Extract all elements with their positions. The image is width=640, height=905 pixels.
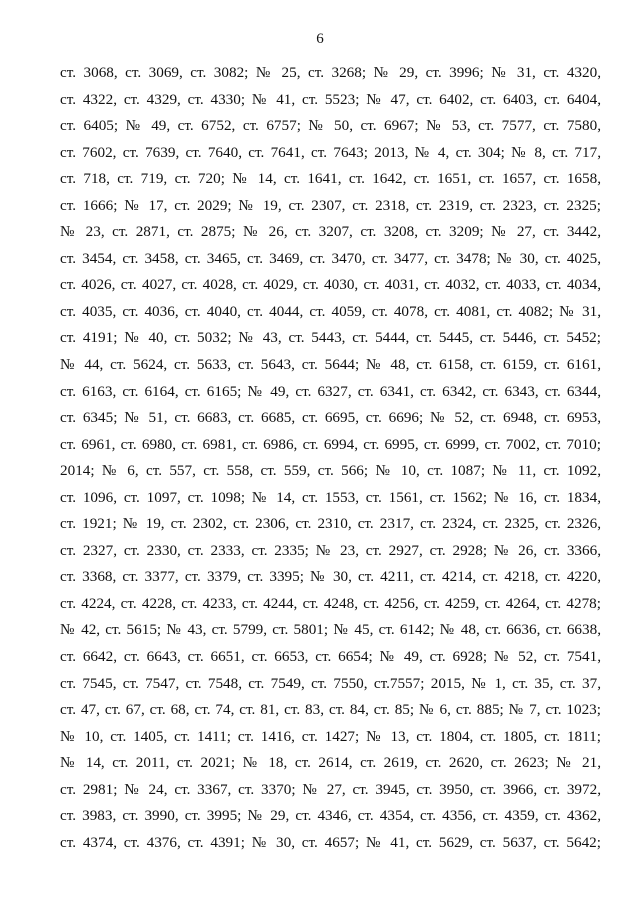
text-line: № 23, ст. 2871, ст. 2875; № 26, ст. 3207, ст. 3208, ст. 3209; № 27, ст. 3442, [60,223,601,241]
document-body [60,60,601,856]
text-line: ст. 7545, ст. 7547, ст. 7548, ст. 7549, ст. 7550, ст.7557; 2015, № 1, ст. 35, ст. 37, [60,674,601,692]
text-line: ст. 1921; № 19, ст. 2302, ст. 2306, ст. 2310, ст. 2317, ст. 2324, ст. 2325, ст. 2326, [60,515,601,533]
text-line: ст. 3454, ст. 3458, ст. 3465, ст. 3469, ст. 3470, ст. 3477, ст. 3478; № 30, ст. 4025, [60,249,601,267]
page-number: 6 [316,31,324,47]
text-line: ст. 718, ст. 719, ст. 720; № 14, ст. 1641, ст. 1642, ст. 1651, ст. 1657, ст. 1658, [60,170,601,188]
text-line: № 42, ст. 5615; № 43, ст. 5799, ст. 5801; № 45, ст. 6142; № 48, ст. 6636, ст. 6638, [60,621,601,639]
text-line: ст. 3068, ст. 3069, ст. 3082; № 25, ст. 3268; № 29, ст. 3996; № 31, ст. 4320, [60,64,601,81]
text-line: ст. 3368, ст. 3377, ст. 3379, ст. 3395; № 30, ст. 4211, ст. 4214, ст. 4218, ст. 4220, [60,568,601,586]
text-line: ст. 3983, ст. 3990, ст. 3995; № 29, ст. 4346, ст. 4354, ст. 4356, ст. 4359, ст. 4362, [60,807,601,825]
text-line: ст. 47, ст. 67, ст. 68, ст. 74, ст. 81, ст. 83, ст. 84, ст. 85; № 6, ст. 885; № 7, ст. 1023; [60,701,601,719]
text-line: № 44, ст. 5624, ст. 5633, ст. 5643, ст. 5644; № 48, ст. 6158, ст. 6159, ст. 6161, [60,356,601,374]
text-line: № 10, ст. 1405, ст. 1411; ст. 1416, ст. 1427; № 13, ст. 1804, ст. 1805, ст. 1811; [60,727,601,745]
text-line: ст. 1096, ст. 1097, ст. 1098; № 14, ст. 1553, ст. 1561, ст. 1562; № 16, ст. 1834, [60,488,601,506]
text-line: № 14, ст. 2011, ст. 2021; № 18, ст. 2614, ст. 2619, ст. 2620, ст. 2623; № 21, [60,754,601,772]
text-line: ст. 6405; № 49, ст. 6752, ст. 6757; № 50, ст. 6967; № 53, ст. 7577, ст. 7580, [60,117,601,135]
text-line: ст. 7602, ст. 7639, ст. 7640, ст. 7641, ст. 7643; 2013, № 4, ст. 304; № 8, ст. 717, [60,143,601,161]
text-line: ст. 2327, ст. 2330, ст. 2333, ст. 2335; № 23, ст. 2927, ст. 2928; № 26, ст. 3366, [60,541,601,559]
text-line: 2014; № 6, ст. 557, ст. 558, ст. 559, ст. 566; № 10, ст. 1087; № 11, ст. 1092, [60,462,601,480]
text-line: ст. 6163, ст. 6164, ст. 6165; № 49, ст. 6327, ст. 6341, ст. 6342, ст. 6343, ст. 6344, [60,382,601,400]
text-line: ст. 6961, ст. 6980, ст. 6981, ст. 6986, ст. 6994, ст. 6995, ст. 6999, ст. 7002, ст. 7010; [60,435,601,453]
text-line: ст. 4322, ст. 4329, ст. 4330; № 41, ст. 5523; № 47, ст. 6402, ст. 6403, ст. 6404, [60,90,601,108]
text-line: ст. 4374, ст. 4376, ст. 4391; № 30, ст. 4657; № 41, ст. 5629, ст. 5637, ст. 5642; [60,833,601,851]
text-line: ст. 6345; № 51, ст. 6683, ст. 6685, ст. 6695, ст. 6696; № 52, ст. 6948, ст. 6953, [60,409,601,427]
text-line: ст. 4035, ст. 4036, ст. 4040, ст. 4044, ст. 4059, ст. 4078, ст. 4081, ст. 4082; № 31, [60,302,601,320]
text-line: ст. 4224, ст. 4228, ст. 4233, ст. 4244, ст. 4248, ст. 4256, ст. 4259, ст. 4264, ст. 4278; [60,594,601,612]
text-line: ст. 4026, ст. 4027, ст. 4028, ст. 4029, ст. 4030, ст. 4031, ст. 4032, ст. 4033, ст. 4034, [60,276,601,294]
text-line: ст. 2981; № 24, ст. 3367, ст. 3370; № 27, ст. 3945, ст. 3950, ст. 3966, ст. 3972, [60,780,601,798]
text-line: ст. 4191; № 40, ст. 5032; № 43, ст. 5443, ст. 5444, ст. 5445, ст. 5446, ст. 5452; [60,329,601,347]
text-line: ст. 6642, ст. 6643, ст. 6651, ст. 6653, ст. 6654; № 49, ст. 6928; № 52, ст. 7541, [60,648,601,666]
text-line: ст. 1666; № 17, ст. 2029; № 19, ст. 2307, ст. 2318, ст. 2319, ст. 2323, ст. 2325; [60,196,601,214]
